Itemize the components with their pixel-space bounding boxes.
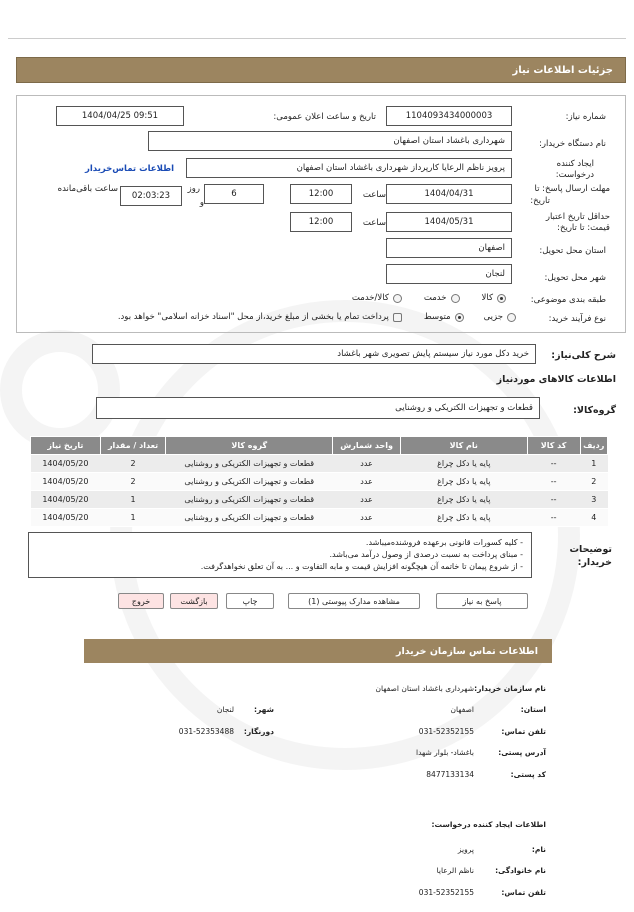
buyer-org-field: شهرداری باغشاد استان اصفهان [148,131,512,151]
table-row [31,509,608,527]
remaining-time-field: 02:03:23 [120,186,182,206]
contact-province-label: استان: [520,705,546,714]
col-code: کد کالا [527,437,580,455]
exit-button[interactable]: خروج [118,593,164,609]
col-name: نام کالا [400,437,527,455]
cell-name: پایه یا دکل چراغ [400,509,527,527]
col-row: ردیف [580,437,607,455]
process-minor-label: جزیی [483,312,503,322]
cell-code: -- [527,491,580,509]
reply-date-field: 1404/04/31 [386,184,512,204]
group-field: قطعات و تجهیزات الکتریکی و روشنایی [96,397,540,419]
contact-city-value: لنجان [216,705,234,714]
col-unit: واحد شمارش [333,437,401,455]
creator-last-name-label: نام خانوادگی: [495,866,546,875]
contact-fax-value: 031-52353488 [178,727,234,736]
cell-unit: عدد [333,455,401,473]
cell-name: پایه یا دکل چراغ [400,473,527,491]
reply-deadline-label: مهلت ارسال پاسخ: تا [534,184,610,194]
goods-table-wrap [30,436,608,527]
province-label: استان محل تحویل: [539,246,606,256]
creator-first-name-label: نام: [531,845,546,854]
cell-code: -- [527,455,580,473]
col-date: تاریخ نیاز [31,437,101,455]
remaining-label: ساعت باقی‌مانده [57,184,118,194]
need-number-field: 1104093434000003 [386,106,512,126]
contact-phone-label: تلفن تماس: [501,727,546,736]
cell-group: قطعات و تجهیزات الکتریکی و روشنایی [166,491,333,509]
category-goods-label: کالا [481,293,493,303]
cell-group: قطعات و تجهیزات الکتریکی و روشنایی [166,509,333,527]
cell-name: پایه یا دکل چراغ [400,455,527,473]
city-label: شهر محل تحویل: [544,273,606,283]
contact-address-value: باغشاد- بلوار شهدا [416,748,474,757]
buyer-contact-link[interactable]: اطلاعات تماس‌خریدار [84,164,174,174]
treasury-payment-checkbox[interactable] [393,313,402,322]
cell-qty: 2 [100,455,166,473]
summary-label: شرح کلی‌نیاز: [551,350,616,361]
reply-time-label: ساعت [362,190,386,200]
contact-province-value: اصفهان [450,705,474,714]
creator-label-2: درخواست: [555,170,594,180]
city-field: لنجان [386,264,512,284]
cell-group: قطعات و تجهیزات الکتریکی و روشنایی [166,455,333,473]
reply-deadline-label-2: تاریخ: [530,196,550,206]
process-minor-radio[interactable] [507,313,516,322]
category-both-label: کالا/خدمت [351,293,389,303]
notes-box [28,532,532,578]
back-button[interactable]: بازگشت [170,593,218,609]
cell-qty: 1 [100,509,166,527]
cell-date: 1404/05/20 [31,455,101,473]
col-qty: تعداد / مقدار [100,437,166,455]
cell-qty: 1 [100,491,166,509]
contact-phone-value: 031-52352155 [418,727,474,736]
group-label: گروه‌کالا: [573,405,616,416]
cell-qty: 2 [100,473,166,491]
contact-address-label: آدرس پستی: [498,748,546,757]
category-service-radio[interactable] [451,294,460,303]
process-radio-group [118,312,516,322]
creator-last-name-value: ناظم الرعایا [436,866,474,875]
note-line: - از شروع پیمان تا خاتمه آن هیچگونه افزایش قیمت و مابه التفاوت و ... به آن تعلق نخواهدگرفت. [200,562,523,571]
buyer-org-label: نام دستگاه خریدار: [539,139,606,149]
table-row [31,455,608,473]
cell-code: -- [527,509,580,527]
contact-org-value: شهرداری باغشاد استان اصفهان [375,684,474,693]
top-divider [8,38,626,39]
announce-label: تاریخ و ساعت اعلان عمومی: [273,112,376,122]
category-label: طبقه بندی موضوعی: [530,295,606,305]
view-documents-button[interactable]: مشاهده مدارک پیوستی (1) [288,593,420,609]
cell-group: قطعات و تجهیزات الکتریکی و روشنایی [166,473,333,491]
category-radio-group [352,293,506,303]
notes-label-2: خریدار: [577,557,612,568]
cell-row: 2 [580,473,607,491]
contact-fax-label: دورنگار: [243,727,274,736]
contact-city-label: شهر: [254,705,274,714]
validity-label: حداقل تاریخ اعتبار [545,212,610,222]
notes-label: توضیحات [569,544,612,555]
creator-field: پرویز ناظم الرعایا کارپرداز شهرداری باغشاد استان اصفهان [186,158,512,178]
cell-row: 3 [580,491,607,509]
contact-postal-value: 8477133134 [426,770,474,779]
category-goods-radio[interactable] [497,294,506,303]
reply-time-field: 12:00 [290,184,352,204]
validity-time-label: ساعت [362,218,386,228]
creator-phone-value: 031-52352155 [418,888,474,897]
cell-unit: عدد [333,509,401,527]
cell-unit: عدد [333,473,401,491]
need-number-label: شماره نیاز: [565,112,606,122]
page-title: جزئیات اطلاعات نیاز [16,57,626,83]
table-row [31,473,608,491]
contact-section-title: اطلاعات تماس سازمان خریدار [84,639,552,663]
days-field: 6 [204,184,264,204]
creator-info-title: اطلاعات ایجاد کننده درخواست: [431,820,546,829]
province-field: اصفهان [386,238,512,258]
validity-date-field: 1404/05/31 [386,212,512,232]
note-line: - مبنای پرداخت به نسبت درصدی از وصول درآمد می‌باشد. [329,550,523,559]
print-button[interactable]: چاپ [226,593,274,609]
cell-row: 1 [580,455,607,473]
summary-field: خرید دکل مورد نیاز سیستم پایش تصویری شهر باغشاد [92,344,536,364]
cell-date: 1404/05/20 [31,509,101,527]
category-service-label: خدمت [423,293,447,303]
cell-code: -- [527,473,580,491]
process-medium-radio[interactable] [455,313,464,322]
creator-first-name-value: پرویز [457,845,474,854]
announce-field: 1404/04/25 09:51 [56,106,184,126]
validity-label-2: قیمت: تا تاریخ: [557,223,610,233]
contact-postal-label: کد پستی: [510,770,546,779]
and-label: و [199,198,204,208]
validity-time-field: 12:00 [290,212,352,232]
reply-button[interactable]: پاسخ به نیاز [436,593,528,609]
col-group: گروه کالا [166,437,333,455]
goods-section-title: اطلاعات کالاهای موردنیاز [496,374,616,385]
category-both-radio[interactable] [393,294,402,303]
contact-org-label: نام سازمان خریدار: [474,684,546,693]
creator-label: ایجاد کننده [556,159,594,169]
goods-table [30,436,608,527]
cell-row: 4 [580,509,607,527]
cell-date: 1404/05/20 [31,473,101,491]
note-line: - کلیه کسورات قانونی برعهده فروشنده‌میباشد. [365,538,523,547]
payment-note: پرداخت تمام یا بخشی از مبلغ خرید،از محل "اسناد خزانه اسلامی" خواهد بود. [117,312,389,322]
process-medium-label: متوسط [423,312,451,322]
cell-unit: عدد [333,491,401,509]
cell-date: 1404/05/20 [31,491,101,509]
table-row [31,491,608,509]
days-label: روز [187,184,200,194]
cell-name: پایه یا دکل چراغ [400,491,527,509]
creator-phone-label: تلفن تماس: [501,888,546,897]
process-label: نوع فرآیند خرید: [548,314,606,324]
